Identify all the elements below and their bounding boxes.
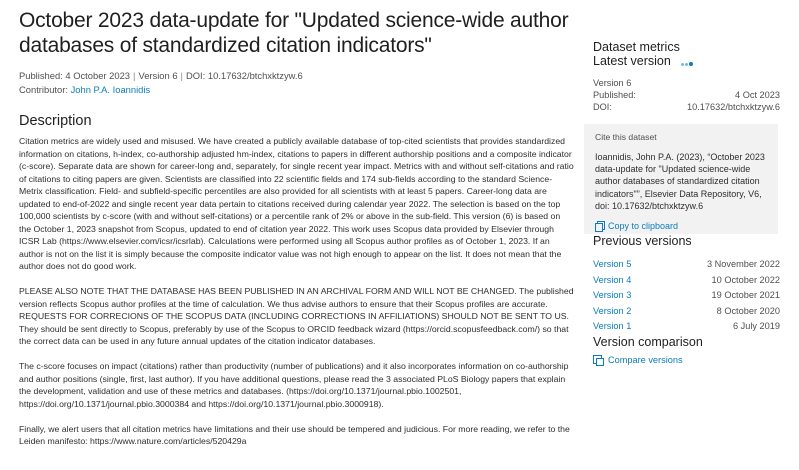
description-paragraph: PLEASE ALSO NOTE THAT THE DATABASE HAS BEEN PUBLISHED IN AN ARCHIVAL FORM AND WILL NOT BE CHANGED. The published version reflects Scopus author profiles at the time of calculation. We thus advise authors to ensure that their Scopus profiles are accurate. REQUESTS FOR CORRECIONS OF THE SCOPUS DATA (INCLUDING CORRECTIONS IN AFFILIATIONS) SHOULD NOT BE SENT TO US. They should be sent directly to Scopus, preferably by use of the Scopus to ORCID feedback wizard (https://orcid.scopusfeedback.com/) so that the correct data can be used in any future annual updates of the citation indicator databases. xyxy=(19,286,574,346)
metrics-dot xyxy=(681,63,684,66)
compare-icon xyxy=(593,355,603,365)
version-row xyxy=(593,319,780,335)
version-number: Version 6 xyxy=(138,70,178,81)
previous-versions-list xyxy=(593,257,780,335)
previous-versions-heading: Previous versions xyxy=(593,234,692,248)
latest-published-row xyxy=(593,89,780,101)
metrics-dot xyxy=(689,62,693,66)
latest-version-details xyxy=(593,77,780,113)
citation-text: Ioannidis, John P.A. (2023), “October 2023 data-update for "Updated science-wide author databases of standardized citation indicators"”, Elsevier Data Repository, V6, doi: 10.17632/btchxktzyw.6 xyxy=(595,152,765,211)
version-date: 6 July 2019 xyxy=(733,321,780,331)
copy-label: Copy to clipboard xyxy=(608,221,679,232)
contributor-line xyxy=(19,83,574,97)
version-link[interactable]: Version 3 xyxy=(593,290,632,300)
dataset-title: October 2023 data-update for "Updated science-wide author databases of standardized citation indicators" xyxy=(19,9,569,57)
compare-versions-button[interactable] xyxy=(593,355,780,365)
doi-key: DOI: xyxy=(593,102,612,112)
dataset-metrics-heading: Dataset metrics xyxy=(593,40,680,54)
latest-version-heading: Latest version xyxy=(593,54,671,68)
description-body xyxy=(19,135,574,448)
version-comparison-heading: Version comparison xyxy=(593,334,703,349)
metrics-loading-icon xyxy=(681,62,695,68)
latest-version-row xyxy=(593,77,780,89)
version-row xyxy=(593,273,780,289)
meta-separator: | xyxy=(180,70,183,81)
cite-heading: Cite this dataset xyxy=(595,132,657,142)
description-paragraph: Citation metrics are widely used and misused. We have created a publicly available database of top-cited scientists that provides standardized information on citations, h-index, co-authorship adjusted hm-index, citations to papers in different authorship positions and a composite indicator (c-score). Separate data are shown for career-long and, separately, for single recent year impact. Metrics with and without self-citations and ratio of citations to citing papers are given. Scientists are classified into 22 scientific fields and 174 sub-fields according to the standard Science-Metrix classification. Field- and subfield-specific percentiles are also provided for all scientists with at least 5 papers. Career-long data are updated to end-of-2022 and single recent year data pertain to citations received during calendar year 2022. The selection is based on the top 100,000 scientists by c-score (with and without self-citations) or a percentile rank of 2% or above in the sub-field. This version (6) is based on the October 1, 2023 snapshot from Scopus, updated to end of citation year 2022. This work uses Scopus data provided by Elsevier through ICSR Lab (https://www.elsevier.com/icsr/icsrlab). Calculations were performed using all Scopus author profiles as of October 1, 2023. If an author is not on the list it is simply because the composite indicator value was not high enough to appear on the list. It does not mean that the author does not do good work. xyxy=(19,136,574,271)
version-date: 8 October 2020 xyxy=(716,305,780,316)
published-value: 4 Oct 2023 xyxy=(735,90,780,100)
version-row xyxy=(593,288,780,304)
description-paragraph: Finally, we alert users that all citation metrics have limitations and their use should be tempered and judicious. For more reading, we refer to the Leiden manifesto: https://www.nature.com/articles/520429a xyxy=(19,423,570,446)
version-date: 19 October 2021 xyxy=(711,290,780,300)
version-row xyxy=(593,304,780,320)
version-date: 3 November 2022 xyxy=(706,259,780,269)
published-key: Published: xyxy=(593,90,636,100)
published-date: Published: 4 October 2023 xyxy=(19,70,131,81)
version-link[interactable]: Version 2 xyxy=(593,305,632,316)
dataset-meta xyxy=(19,69,574,97)
latest-doi-row xyxy=(593,101,780,113)
description-heading: Description xyxy=(19,113,92,129)
description-paragraph: The c-score focuses on impact (citations) rather than productivity (number of publications) and it also incorporates information on co-authorship and author positions (single, first, last author). If you have additional questions, please read the 3 associated PLoS Biology papers that explain the development, validation and use of these metrics and databases. (https://doi.org/10.1371/journal.pbio.1002501, https://doi.org/10.1371/journal.pbio.3000384 and https://doi.org/10.1371/journal.pbio.3000918). xyxy=(19,361,569,409)
sidebar xyxy=(593,40,780,365)
dataset-doi: DOI: 10.17632/btchxktzyw.6 xyxy=(185,70,303,81)
metrics-dot xyxy=(685,63,688,66)
version-date: 10 October 2022 xyxy=(711,274,780,285)
meta-separator: | xyxy=(133,70,136,81)
latest-version-number: Version 6 xyxy=(593,78,632,88)
version-link[interactable]: Version 4 xyxy=(593,274,632,285)
version-row xyxy=(593,257,780,273)
doi-value: 10.17632/btchxktzyw.6 xyxy=(687,102,780,112)
main-content xyxy=(19,8,574,460)
cite-dataset-box xyxy=(584,124,778,234)
compare-label: Compare versions xyxy=(608,354,683,365)
version-link[interactable]: Version 1 xyxy=(593,321,632,331)
contributor-link[interactable]: John P.A. Ioannidis xyxy=(70,84,151,95)
version-link[interactable]: Version 5 xyxy=(593,259,632,269)
contributor-label: Contributor: xyxy=(19,84,68,95)
copy-to-clipboard-button[interactable] xyxy=(595,221,769,231)
meta-line xyxy=(19,69,574,83)
copy-icon xyxy=(595,221,605,231)
